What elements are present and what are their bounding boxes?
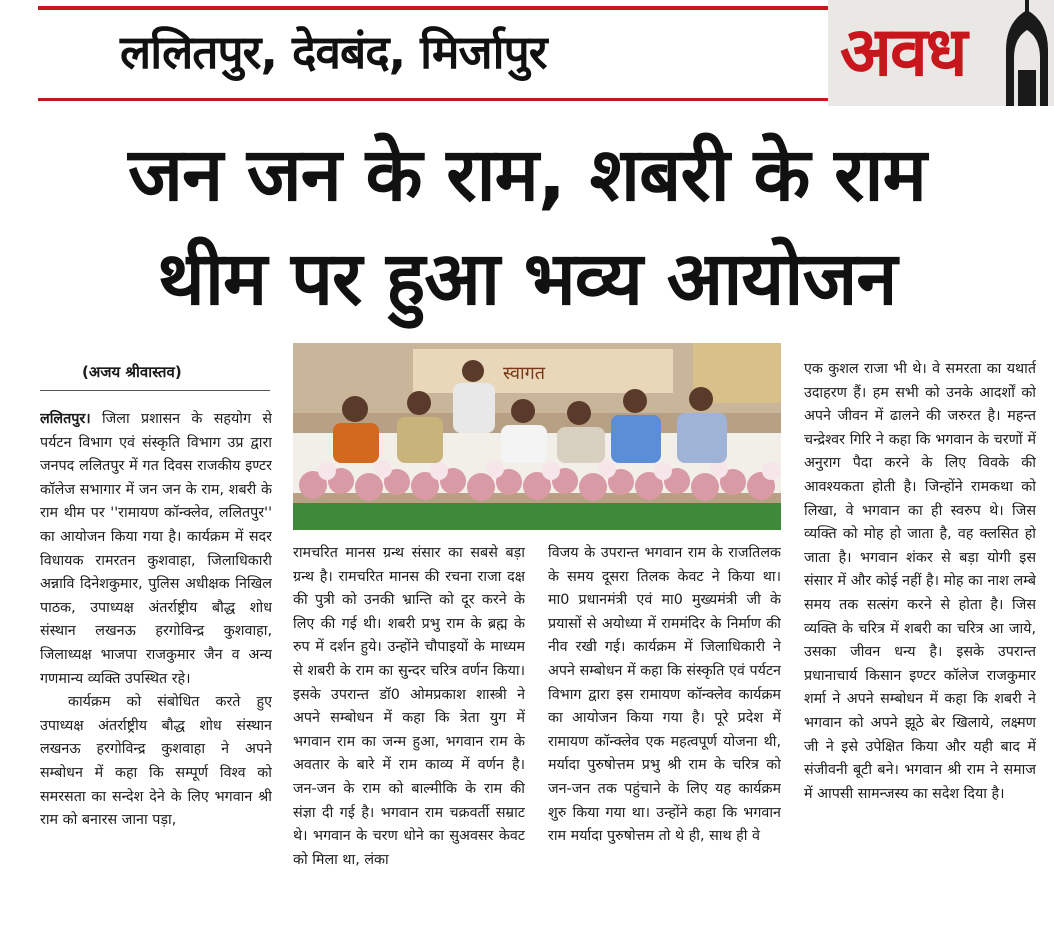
header-red-rule — [38, 98, 828, 101]
dateline: ललितपुर। — [40, 411, 91, 427]
column-3 — [548, 542, 781, 936]
event-photo — [293, 343, 781, 530]
column-3-text: विजय के उपरान्त भगवान राम के राजतिलक के समय दूसरा तिलक केवट ने किया था। मा0 प्रधानमंत्री एवं मा0 मुख्यमंत्री जी के प्रयासों से अयोध्या में राममंदिर के निर्माण की नीव रखी गई। कार्यक्रम में जिलाधिकारी ने अपने सम्बोधन में कहा कि संस्कृति एवं पर्यटन विभाग द्वारा इस रामायण कॉन्क्लेव कार्यक्रम का आयोजन किया गया है। पूरे प्रदेश में रामायण कॉन्क्लेव एक महत्वपूर्ण योजना थी, मर्यादा पुरुषोत्तम प्रभु श्री राम के चरित्र को जन-जन तक पहुंचाने के लिए यह कार्यक्रम शुरु किया गया था। उन्होंने कहा कि भगवान राम मर्यादा पुरुषोत्तम तो थे ही, साथ ही वे — [548, 545, 781, 845]
dome-icon — [1000, 0, 1054, 106]
column-1-paragraph-2: कार्यक्रम को संबोधित करते हुए उपाध्यक्ष अंतर्राष्ट्रीय बौद्ध शोध संस्थान लखनऊ हरगोविन्द्र कुशवाहा ने अपने सम्बोधन में कहा कि सम्पूर्ण विश्व को समरसता का सन्देश देने के लिए भगवान श्री राम को बनारस जाना पड़ा, — [40, 694, 272, 829]
column-1 — [40, 408, 272, 936]
headline-line-1: जन जन के राम, शबरी के राम — [128, 132, 926, 218]
headline-line-2: थीम पर हुआ भव्य आयोजन — [157, 236, 897, 322]
column-4 — [804, 358, 1036, 936]
byline-rule — [40, 390, 270, 391]
stage-banner-text: स्वागत — [503, 363, 546, 384]
masthead-logo: अवध — [840, 13, 966, 92]
byline: (अजय श्रीवास्तव) — [82, 363, 182, 381]
section-title: ललितपुर, देवबंद, मिर्जापुर — [120, 25, 547, 79]
column-1-paragraph-1: जिला प्रशासन के सहयोग से पर्यटन विभाग एवं संस्कृति विभाग उप्र द्वारा जनपद ललितपुर में गत दिवस राजकीय इण्टर कॉलेज सभागार में जन जन के राम, शबरी के राम थीम पर ''रामायण कॉन्क्लेव, ललितपुर'' का आयोजन किया गया है। कार्यक्रम में सदर विधायक रामरतन कुशवाहा, जिलाधिकारी अन्नावि दिनेशकुमार, पुलिस अधीक्षक निखिल पाठक, उपाध्यक्ष अंतर्राष्ट्रीय बौद्ध शोध संस्थान लखनऊ हरगोविन्द्र कुशवाहा, जिलाध्यक्ष भाजपा राजकुमार जैन व अन्य गणमान्य व्यक्ति उपस्थित रहे। — [40, 411, 272, 687]
top-red-rule — [38, 6, 828, 10]
column-2-text: रामचरित मानस ग्रन्थ संसार का सबसे बड़ा ग्रन्थ है। रामचरित मानस की रचना राजा दक्ष की पुत्री को उनकी भ्रान्ति को दूर करने के लिए की गई थी। शबरी प्रभु राम के ब्रह्म के रुप में दर्शन हुये। उन्होंने चौपाइयों के माध्यम से शबरी के राम का सुन्दर चरित्र वर्णन किया। इसके उपरान्त डॉ0 ओमप्रकाश शास्त्री ने अपने सम्बोधन में कहा कि त्रेता युग में भगवान राम का जन्म हुआ, भगवान राम के अवतार के बारे में राम काव्य में वर्णन है। जन-जन के राम को बाल्मीकि के राम की संज्ञा दी गई है। भगवान राम चक्रवर्ती सम्राट थे। भगवान के चरण धोने का सुअवसर केवट को मिला था, लंका — [293, 545, 525, 868]
column-4-text: एक कुशल राजा भी थे। वे समरता का यथार्त उदाहरण हैं। हम सभी को उनके आदर्शों को अपने जीवन में ढालने की जरुरत है। महन्त चन्द्रेश्वर गिरि ने कहा कि भगवान के चरणों में अनुराग पैदा करने के लिए विवके की आवश्यकता होती है। जिन्होंने रामकथा को लिखा, वे भगवान का ही स्वरुप थे। जिस व्यक्ति को मोह हो जाता है, वह क्लसित हो जाता है। भगवान शंकर से बड़ा योगी इस संसार में और कोई नहीं है। मोह का नाश लम्बे समय तक सत्संग करने से होता है। जिस व्यक्ति के चरित्र में शबरी का चरित्र आ जाये, उसका जीवन धन्य है। इसके उपरान्त प्रधानाचार्य किसान इण्टर कॉलेज राजकुमार शर्मा ने अपने सम्बोधन में कहा कि शबरी ने भगवान को अपने झूठे बेर खिलाये, लक्ष्मण जी ने इसे उपेक्षित किया और यही बाद में संजीवनी बूटी बने। भगवान श्री राम ने समाज में आपसी सामन्जस्य का सदेश दिया है। — [804, 361, 1036, 802]
column-2 — [293, 542, 525, 936]
